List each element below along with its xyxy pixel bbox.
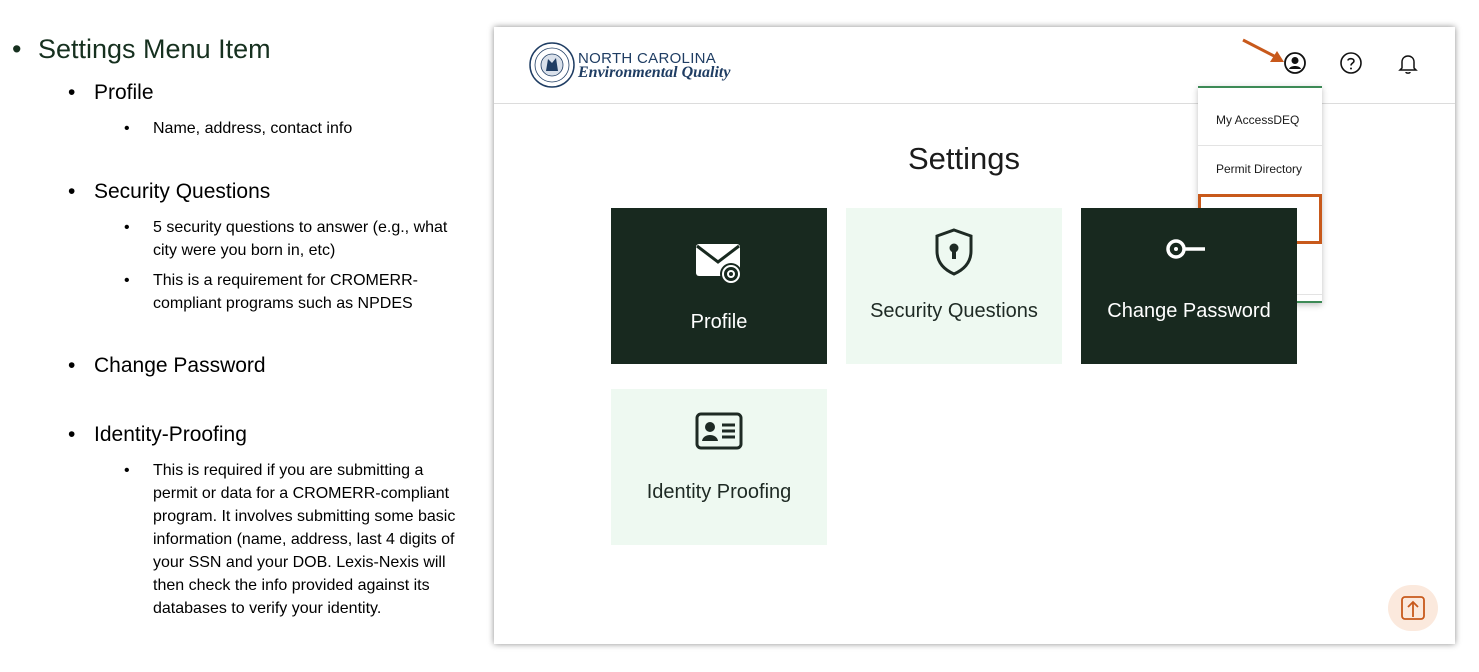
- tile-change-password-label: Change Password: [1107, 300, 1271, 322]
- app-screenshot: [494, 27, 1455, 644]
- bell-icon[interactable]: [1396, 51, 1420, 75]
- tile-change-password[interactable]: [1081, 208, 1297, 364]
- id-card-icon: [695, 411, 743, 451]
- section-password: • Change Password: [68, 354, 266, 377]
- slide-notes: [0, 0, 480, 672]
- upload-arrow-icon: [1400, 595, 1426, 621]
- scroll-to-top-button[interactable]: [1388, 585, 1438, 631]
- section-profile-item: • Name, address, contact info: [124, 120, 353, 137]
- shield-lock-icon: [933, 227, 975, 277]
- section-identity-item: • This is required if you are submitting a permit or data for a CROMERR-compliant program. It involves submitting some basic information (name, address, last 4 digits of your SSN and your DOB. Lexis-Nexis will then check the info provided against its databases to verify your identity.: [124, 462, 456, 617]
- section-security-item-2: • This is a requirement for CROMERR-compliant programs such as NPDES: [124, 272, 418, 312]
- menu-item-permit-directory[interactable]: Permit Directory: [1198, 145, 1322, 195]
- tile-profile[interactable]: [611, 208, 827, 364]
- user-circle-icon[interactable]: [1283, 51, 1307, 75]
- nc-seal-logo: [528, 41, 576, 89]
- section-security-item-1: • 5 security questions to answer (e.g., what city were you born in, etc): [124, 219, 448, 259]
- help-circle-icon[interactable]: [1339, 51, 1363, 75]
- brand-line-1: NORTH CAROLINA: [578, 50, 717, 67]
- tile-identity-proofing[interactable]: [611, 389, 827, 545]
- tile-identity-proofing-label: Identity Proofing: [646, 481, 792, 503]
- section-identity: • Identity-Proofing: [68, 423, 247, 446]
- section-profile: • Profile: [68, 81, 154, 104]
- section-security: • Security Questions: [68, 180, 271, 203]
- brand-line-2: Environmental Quality: [578, 64, 731, 81]
- page-title: Settings: [907, 141, 1020, 176]
- menu-item-my-accessdeq[interactable]: My AccessDEQ: [1198, 96, 1322, 146]
- envelope-at-icon: [695, 242, 745, 286]
- tile-security-questions-label: Security Questions: [870, 300, 1038, 322]
- tile-security-questions[interactable]: [846, 208, 1062, 364]
- slide-heading: • Settings Menu Item: [12, 34, 271, 64]
- slide-heading-text: Settings Menu Item: [38, 34, 271, 64]
- tile-profile-label: Profile: [690, 311, 748, 333]
- key-icon: [1165, 236, 1205, 266]
- pointer-arrow-icon: [1240, 37, 1286, 65]
